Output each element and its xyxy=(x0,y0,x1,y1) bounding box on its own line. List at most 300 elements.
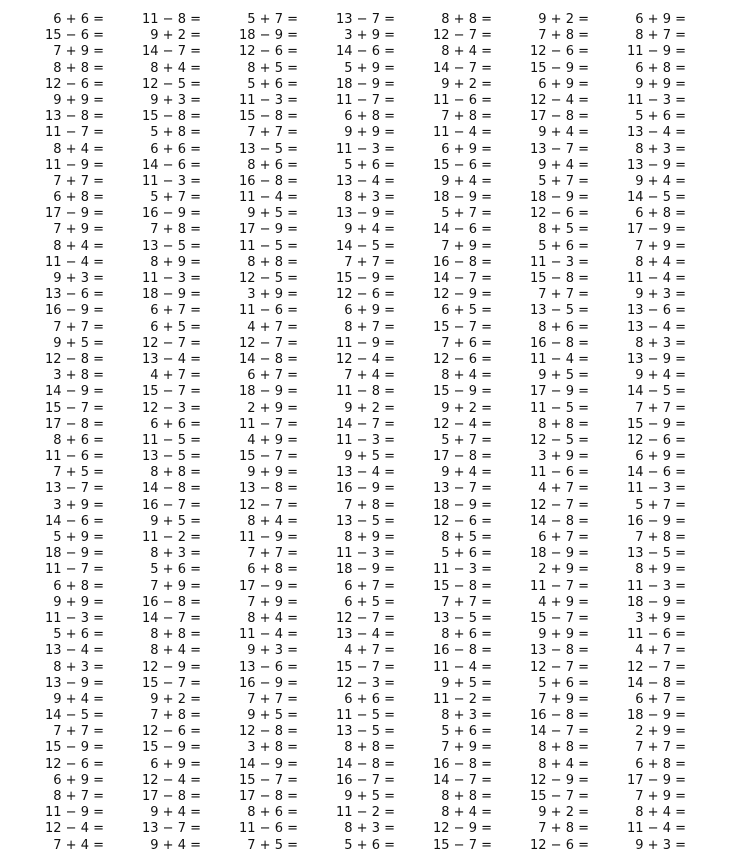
math-problem: 12 − 4 = xyxy=(336,351,395,367)
math-problem: 8 + 3 = xyxy=(150,546,201,562)
math-problem: 12 − 4 = xyxy=(530,92,589,108)
math-problem: 8 + 5 = xyxy=(441,530,492,545)
math-problem: 16 − 9 = xyxy=(627,513,686,529)
math-problem: 13 − 9 = xyxy=(45,675,104,691)
math-problem: 16 − 8 = xyxy=(433,254,492,270)
math-problem: 9 + 9 = xyxy=(635,76,686,92)
math-problem: 13 − 7 = xyxy=(142,821,201,837)
math-problem: 13 − 5 = xyxy=(142,449,201,465)
math-problem: 15 − 7 = xyxy=(336,659,395,675)
math-problem: 8 + 8 = xyxy=(441,12,492,27)
math-problem: 13 − 5 = xyxy=(336,513,395,529)
math-problem: 7 + 9 = xyxy=(635,238,686,254)
math-problem: 11 − 6 = xyxy=(433,92,492,108)
math-problem: 3 + 9 = xyxy=(247,287,298,303)
problem-column-4 xyxy=(295,12,395,854)
math-problem: 9 + 5 = xyxy=(441,675,492,691)
math-problem: 14 − 7 = xyxy=(530,724,589,740)
math-problem: 11 − 6 = xyxy=(45,449,104,465)
math-problem: 12 − 7 = xyxy=(530,659,589,675)
math-problem: 12 − 7 = xyxy=(627,659,686,675)
math-problem: 14 − 5 = xyxy=(627,190,686,206)
math-problem: 12 − 3 = xyxy=(142,400,201,416)
math-problem: 8 + 8 = xyxy=(344,740,395,756)
math-problem: 5 + 7 = xyxy=(441,432,492,448)
math-problem: 18 − 9 = xyxy=(530,546,589,562)
math-problem: 11 − 3 = xyxy=(336,546,395,562)
math-problem: 3 + 8 = xyxy=(53,368,104,384)
math-problem: 12 − 7 = xyxy=(530,497,589,513)
math-problem: 5 + 6 = xyxy=(441,724,492,740)
math-problem: 16 − 7 = xyxy=(336,772,395,788)
math-problem: 12 − 7 = xyxy=(142,335,201,351)
math-problem: 14 − 8 = xyxy=(627,675,686,691)
math-problem: 16 − 8 = xyxy=(433,756,492,772)
math-problem: 11 − 7 = xyxy=(45,562,104,578)
problem-column-3 xyxy=(198,12,298,854)
math-problem: 14 − 7 = xyxy=(142,610,201,626)
math-problem: 6 + 6 = xyxy=(150,141,201,157)
math-problem: 15 − 9 = xyxy=(45,740,104,756)
math-problem: 7 + 8 = xyxy=(150,222,201,238)
math-problem: 11 − 5 = xyxy=(530,400,589,416)
math-problem: 8 + 3 = xyxy=(53,659,104,675)
math-problem: 7 + 7 = xyxy=(247,546,298,562)
math-problem: 18 − 9 = xyxy=(627,708,686,724)
math-problem: 14 − 5 = xyxy=(45,708,104,724)
math-problem: 6 + 9 = xyxy=(344,303,395,319)
math-problem: 14 − 7 = xyxy=(433,60,492,76)
math-problem: 8 + 5 = xyxy=(538,222,589,238)
math-problem: 13 − 4 = xyxy=(627,319,686,335)
math-problem: 11 − 9 = xyxy=(45,805,104,821)
math-problem: 8 + 4 = xyxy=(150,643,201,659)
math-problem: 9 + 4 = xyxy=(538,125,589,141)
problem-column-6 xyxy=(489,12,589,854)
math-problem: 8 + 4 = xyxy=(150,60,201,76)
math-problem: 11 − 6 = xyxy=(627,627,686,643)
math-problem: 15 − 8 = xyxy=(239,109,298,125)
math-problem: 8 + 5 = xyxy=(247,60,298,76)
math-problem: 11 − 4 = xyxy=(433,125,492,141)
math-problem: 12 − 6 = xyxy=(530,44,589,60)
math-problem: 7 + 8 = xyxy=(635,530,686,545)
math-problem: 14 − 8 = xyxy=(336,756,395,772)
math-problem: 4 + 9 = xyxy=(247,432,298,448)
math-problem: 11 − 7 = xyxy=(336,92,395,108)
math-problem: 11 − 3 = xyxy=(239,92,298,108)
math-problem: 13 − 8 = xyxy=(530,643,589,659)
math-problem: 11 − 9 = xyxy=(627,44,686,60)
math-problem: 7 + 7 = xyxy=(247,691,298,707)
math-problem: 7 + 8 = xyxy=(441,109,492,125)
math-problem: 9 + 3 = xyxy=(635,837,686,853)
math-problem: 6 + 6 = xyxy=(344,691,395,707)
math-problem: 11 − 5 = xyxy=(142,432,201,448)
math-problem: 3 + 9 = xyxy=(344,28,395,44)
math-problem: 4 + 7 = xyxy=(538,481,589,497)
math-problem: 13 − 9 = xyxy=(336,206,395,222)
math-problem: 11 − 3 = xyxy=(142,173,201,189)
math-problem: 5 + 9 = xyxy=(53,530,104,545)
math-problem: 11 − 3 = xyxy=(45,610,104,626)
math-problem: 13 − 5 = xyxy=(627,546,686,562)
math-problem: 7 + 9 = xyxy=(538,691,589,707)
math-problem: 6 + 8 = xyxy=(53,578,104,594)
math-problem: 15 − 8 = xyxy=(530,271,589,286)
math-problem: 6 + 9 = xyxy=(538,76,589,92)
math-problem: 8 + 3 = xyxy=(344,821,395,837)
math-problem: 6 + 8 = xyxy=(344,109,395,125)
math-problem: 5 + 7 = xyxy=(538,173,589,189)
math-problem: 12 − 6 = xyxy=(627,432,686,448)
math-problem: 16 − 7 = xyxy=(142,497,201,513)
math-problem: 13 − 4 = xyxy=(627,125,686,141)
math-problem: 11 − 3 = xyxy=(433,562,492,578)
math-problem: 6 + 9 = xyxy=(441,141,492,157)
math-problem: 9 + 5 = xyxy=(150,513,201,529)
math-problem: 9 + 5 = xyxy=(53,335,104,351)
math-problem: 14 − 5 = xyxy=(336,238,395,254)
math-problem: 8 + 6 = xyxy=(53,432,104,448)
math-problem: 5 + 7 = xyxy=(635,497,686,513)
math-problem: 9 + 3 = xyxy=(635,287,686,303)
math-problem: 8 + 4 = xyxy=(441,805,492,821)
math-problem: 9 + 4 = xyxy=(635,368,686,384)
math-problem: 9 + 4 = xyxy=(150,805,201,821)
math-problem: 6 + 7 = xyxy=(247,368,298,384)
math-problem: 13 − 7 = xyxy=(530,141,589,157)
math-problem: 5 + 6 = xyxy=(538,238,589,254)
math-problem: 3 + 9 = xyxy=(538,449,589,465)
math-problem: 17 − 9 = xyxy=(239,222,298,238)
math-problem: 9 + 2 = xyxy=(150,28,201,44)
math-problem: 15 − 6 = xyxy=(433,157,492,173)
math-problem: 14 − 9 = xyxy=(239,756,298,772)
math-problem: 8 + 8 = xyxy=(441,789,492,804)
math-problem: 12 − 6 = xyxy=(433,513,492,529)
math-problem: 8 + 7 = xyxy=(344,319,395,335)
math-problem: 12 − 8 = xyxy=(239,724,298,740)
math-problem: 3 + 9 = xyxy=(635,610,686,626)
math-problem: 11 − 3 = xyxy=(627,578,686,594)
math-problem: 5 + 6 = xyxy=(247,76,298,92)
math-problem: 12 − 4 = xyxy=(142,772,201,788)
math-problem: 5 + 6 = xyxy=(344,157,395,173)
math-problem: 12 − 7 = xyxy=(239,497,298,513)
math-problem: 17 − 9 = xyxy=(530,384,589,400)
math-problem: 18 − 9 = xyxy=(336,76,395,92)
math-problem: 11 − 5 = xyxy=(336,708,395,724)
math-problem: 11 − 7 = xyxy=(239,416,298,432)
math-problem: 8 + 7 = xyxy=(635,28,686,44)
math-problem: 15 − 7 = xyxy=(530,789,589,804)
math-problem: 12 − 9 = xyxy=(433,287,492,303)
math-problem: 3 + 8 = xyxy=(247,740,298,756)
math-problem: 12 − 4 = xyxy=(433,416,492,432)
math-problem: 13 − 5 = xyxy=(530,303,589,319)
math-problem: 6 + 8 = xyxy=(247,562,298,578)
math-problem: 4 + 7 = xyxy=(344,643,395,659)
math-problem: 13 − 4 = xyxy=(336,465,395,481)
math-problem: 8 + 4 = xyxy=(441,368,492,384)
math-problem: 15 − 9 = xyxy=(530,60,589,76)
math-problem: 11 − 8 = xyxy=(336,384,395,400)
math-problem: 13 − 4 = xyxy=(142,351,201,367)
math-problem: 13 − 5 = xyxy=(239,141,298,157)
math-problem: 9 + 9 = xyxy=(538,627,589,643)
math-problem: 8 + 3 = xyxy=(635,335,686,351)
math-problem: 9 + 5 = xyxy=(344,449,395,465)
math-problem: 12 − 7 = xyxy=(433,28,492,44)
math-problem: 7 + 7 = xyxy=(247,125,298,141)
problem-column-7 xyxy=(586,12,686,854)
math-problem: 7 + 4 = xyxy=(344,368,395,384)
math-problem: 9 + 3 = xyxy=(247,643,298,659)
math-problem: 7 + 9 = xyxy=(53,222,104,238)
math-problem: 17 − 8 = xyxy=(239,789,298,804)
math-problem: 17 − 8 = xyxy=(433,449,492,465)
math-problem: 11 − 3 = xyxy=(336,141,395,157)
math-problem: 7 + 7 = xyxy=(53,724,104,740)
math-problem: 7 + 7 = xyxy=(635,740,686,756)
math-problem: 15 − 7 = xyxy=(433,837,492,853)
math-problem: 14 − 9 = xyxy=(45,384,104,400)
math-problem: 13 − 4 = xyxy=(336,627,395,643)
math-problem: 5 + 6 = xyxy=(53,627,104,643)
math-problem: 14 − 7 = xyxy=(433,271,492,286)
math-problem: 8 + 6 = xyxy=(538,319,589,335)
math-problem: 11 − 4 = xyxy=(627,271,686,286)
math-problem: 6 + 7 = xyxy=(538,530,589,545)
math-problem: 11 − 4 = xyxy=(433,659,492,675)
math-problem: 14 − 7 = xyxy=(142,44,201,60)
math-problem: 9 + 4 = xyxy=(53,691,104,707)
math-problem: 6 + 9 = xyxy=(53,772,104,788)
math-problem: 11 − 9 = xyxy=(45,157,104,173)
math-problem: 6 + 9 = xyxy=(150,756,201,772)
math-problem: 13 − 7 = xyxy=(336,12,395,27)
math-problem: 9 + 2 = xyxy=(538,805,589,821)
math-problem: 11 − 2 = xyxy=(142,530,201,545)
math-problem: 12 − 9 = xyxy=(433,821,492,837)
math-problem: 18 − 9 = xyxy=(45,546,104,562)
math-problem: 17 − 8 = xyxy=(45,416,104,432)
math-problem: 7 + 9 = xyxy=(441,238,492,254)
math-problem: 14 − 8 = xyxy=(142,481,201,497)
math-problem: 18 − 9 = xyxy=(336,562,395,578)
math-problem: 12 − 5 = xyxy=(142,76,201,92)
math-problem: 6 + 7 = xyxy=(150,303,201,319)
math-problem: 7 + 7 = xyxy=(53,319,104,335)
math-problem: 15 − 7 = xyxy=(142,384,201,400)
math-problem: 15 − 6 = xyxy=(45,28,104,44)
math-problem: 15 − 9 = xyxy=(142,740,201,756)
math-problem: 7 + 9 = xyxy=(150,578,201,594)
problem-column-5 xyxy=(392,12,492,854)
math-problem: 5 + 9 = xyxy=(344,60,395,76)
math-problem: 8 + 8 = xyxy=(150,465,201,481)
math-problem: 11 − 9 = xyxy=(239,530,298,545)
math-problem: 18 − 9 = xyxy=(433,190,492,206)
math-problem: 9 + 4 = xyxy=(344,222,395,238)
math-problem: 5 + 6 = xyxy=(538,675,589,691)
math-problem: 9 + 5 = xyxy=(247,708,298,724)
math-problem: 17 − 9 = xyxy=(627,772,686,788)
math-problem: 12 − 8 = xyxy=(45,351,104,367)
math-problem: 2 + 9 = xyxy=(247,400,298,416)
math-problem: 7 + 7 = xyxy=(538,287,589,303)
math-problem: 12 − 6 = xyxy=(45,76,104,92)
math-problem: 13 − 8 = xyxy=(45,109,104,125)
math-problem: 11 − 9 = xyxy=(336,335,395,351)
math-problem: 6 + 5 = xyxy=(150,319,201,335)
math-problem: 12 − 6 = xyxy=(336,287,395,303)
math-problem: 5 + 7 = xyxy=(441,206,492,222)
math-problem: 9 + 3 = xyxy=(53,271,104,286)
math-problem: 12 − 7 = xyxy=(336,610,395,626)
math-problem: 8 + 4 = xyxy=(538,756,589,772)
math-problem: 16 − 9 = xyxy=(142,206,201,222)
math-problem: 2 + 9 = xyxy=(635,724,686,740)
math-problem: 14 − 7 = xyxy=(433,772,492,788)
problem-column-1 xyxy=(4,12,104,854)
math-problem: 7 + 7 = xyxy=(344,254,395,270)
math-problem: 7 + 7 = xyxy=(635,400,686,416)
math-problem: 7 + 7 = xyxy=(53,173,104,189)
math-problem: 14 − 8 = xyxy=(239,351,298,367)
math-problem: 8 + 8 = xyxy=(538,416,589,432)
math-problem: 8 + 7 = xyxy=(53,789,104,804)
math-problem: 11 − 2 = xyxy=(336,805,395,821)
math-problem: 13 − 6 = xyxy=(45,287,104,303)
math-problem: 4 + 7 = xyxy=(635,643,686,659)
math-problem: 8 + 4 = xyxy=(53,238,104,254)
math-problem: 15 − 7 = xyxy=(45,400,104,416)
math-problem: 11 − 2 = xyxy=(433,691,492,707)
math-problem: 18 − 9 = xyxy=(239,384,298,400)
math-problem: 7 + 8 = xyxy=(150,708,201,724)
math-problem: 18 − 9 = xyxy=(239,28,298,44)
math-problem: 14 − 6 = xyxy=(142,157,201,173)
math-problem: 9 + 2 = xyxy=(344,400,395,416)
math-problem: 18 − 9 = xyxy=(433,497,492,513)
math-problem: 8 + 9 = xyxy=(635,562,686,578)
math-problem: 4 + 9 = xyxy=(538,594,589,610)
math-problem: 6 + 8 = xyxy=(635,756,686,772)
math-problem: 5 + 7 = xyxy=(150,190,201,206)
math-problem: 13 − 9 = xyxy=(627,157,686,173)
math-problem: 17 − 8 = xyxy=(142,789,201,804)
math-problem: 6 + 6 = xyxy=(150,416,201,432)
math-problem: 16 − 8 = xyxy=(142,594,201,610)
math-problem: 9 + 2 = xyxy=(150,691,201,707)
math-problem: 14 − 6 = xyxy=(627,465,686,481)
math-problem: 8 + 8 = xyxy=(538,740,589,756)
math-problem: 9 + 5 = xyxy=(344,789,395,804)
math-problem: 9 + 5 = xyxy=(538,368,589,384)
math-problem: 13 − 4 = xyxy=(45,643,104,659)
math-problem: 11 − 6 = xyxy=(239,821,298,837)
math-problem: 12 − 5 = xyxy=(530,432,589,448)
math-problem: 9 + 5 = xyxy=(247,206,298,222)
math-problem: 11 − 4 = xyxy=(45,254,104,270)
math-problem: 6 + 8 = xyxy=(53,190,104,206)
math-problem: 8 + 4 = xyxy=(53,141,104,157)
math-problem: 13 − 5 = xyxy=(433,610,492,626)
math-problem: 8 + 4 = xyxy=(441,44,492,60)
math-problem: 9 + 3 = xyxy=(150,92,201,108)
math-problem: 11 − 4 = xyxy=(239,190,298,206)
math-problem: 7 + 9 = xyxy=(441,740,492,756)
math-problem: 17 − 9 = xyxy=(627,222,686,238)
math-problem: 14 − 5 = xyxy=(627,384,686,400)
math-problem: 9 + 4 = xyxy=(441,465,492,481)
math-problem: 8 + 4 = xyxy=(247,513,298,529)
math-problem: 8 + 9 = xyxy=(344,530,395,545)
math-problem: 12 − 3 = xyxy=(336,675,395,691)
math-problem: 15 − 9 = xyxy=(627,416,686,432)
math-problem: 11 − 4 = xyxy=(627,821,686,837)
math-problem: 5 + 6 = xyxy=(635,109,686,125)
math-problem: 6 + 9 = xyxy=(635,449,686,465)
math-problem: 12 − 6 = xyxy=(45,756,104,772)
math-problem: 15 − 9 = xyxy=(336,271,395,286)
math-problem: 6 + 9 = xyxy=(635,12,686,27)
math-problem: 8 + 8 = xyxy=(247,254,298,270)
math-problem: 11 − 3 = xyxy=(627,92,686,108)
math-problem: 9 + 9 = xyxy=(53,594,104,610)
math-problem: 5 + 7 = xyxy=(247,12,298,27)
math-problem: 14 − 6 = xyxy=(336,44,395,60)
math-problem: 7 + 8 = xyxy=(344,497,395,513)
math-problem: 11 − 6 = xyxy=(530,465,589,481)
math-problem: 12 − 9 = xyxy=(142,659,201,675)
math-problem: 9 + 2 = xyxy=(441,400,492,416)
math-problem: 6 + 6 = xyxy=(53,12,104,27)
math-problem: 8 + 6 = xyxy=(247,157,298,173)
math-problem: 4 + 7 = xyxy=(247,319,298,335)
math-problem: 16 − 8 = xyxy=(433,643,492,659)
math-problem: 15 − 7 = xyxy=(239,772,298,788)
math-problem: 16 − 9 = xyxy=(45,303,104,319)
math-problem: 11 − 8 = xyxy=(142,12,201,27)
math-problem: 4 + 7 = xyxy=(150,368,201,384)
math-problem: 13 − 6 = xyxy=(627,303,686,319)
math-problem: 13 − 9 = xyxy=(627,351,686,367)
math-problem: 5 + 8 = xyxy=(150,125,201,141)
math-problem: 18 − 9 = xyxy=(530,190,589,206)
math-problem: 6 + 7 = xyxy=(635,691,686,707)
math-problem: 13 − 4 = xyxy=(336,173,395,189)
math-problem: 11 − 3 = xyxy=(336,432,395,448)
math-problem: 6 + 7 = xyxy=(344,578,395,594)
math-problem: 17 − 8 = xyxy=(530,109,589,125)
math-problem: 17 − 9 = xyxy=(239,578,298,594)
math-problem: 6 + 5 = xyxy=(441,303,492,319)
math-problem: 2 + 9 = xyxy=(538,562,589,578)
math-problem: 17 − 9 = xyxy=(45,206,104,222)
math-problem: 5 + 6 = xyxy=(150,562,201,578)
math-problem: 12 − 5 = xyxy=(239,271,298,286)
math-problem: 9 + 2 = xyxy=(441,76,492,92)
math-problem: 7 + 8 = xyxy=(538,28,589,44)
math-problem: 13 − 8 = xyxy=(239,481,298,497)
math-problem: 8 + 4 = xyxy=(635,805,686,821)
math-problem: 9 + 2 = xyxy=(538,12,589,27)
math-problem: 9 + 4 = xyxy=(441,173,492,189)
math-problem: 14 − 7 = xyxy=(336,416,395,432)
